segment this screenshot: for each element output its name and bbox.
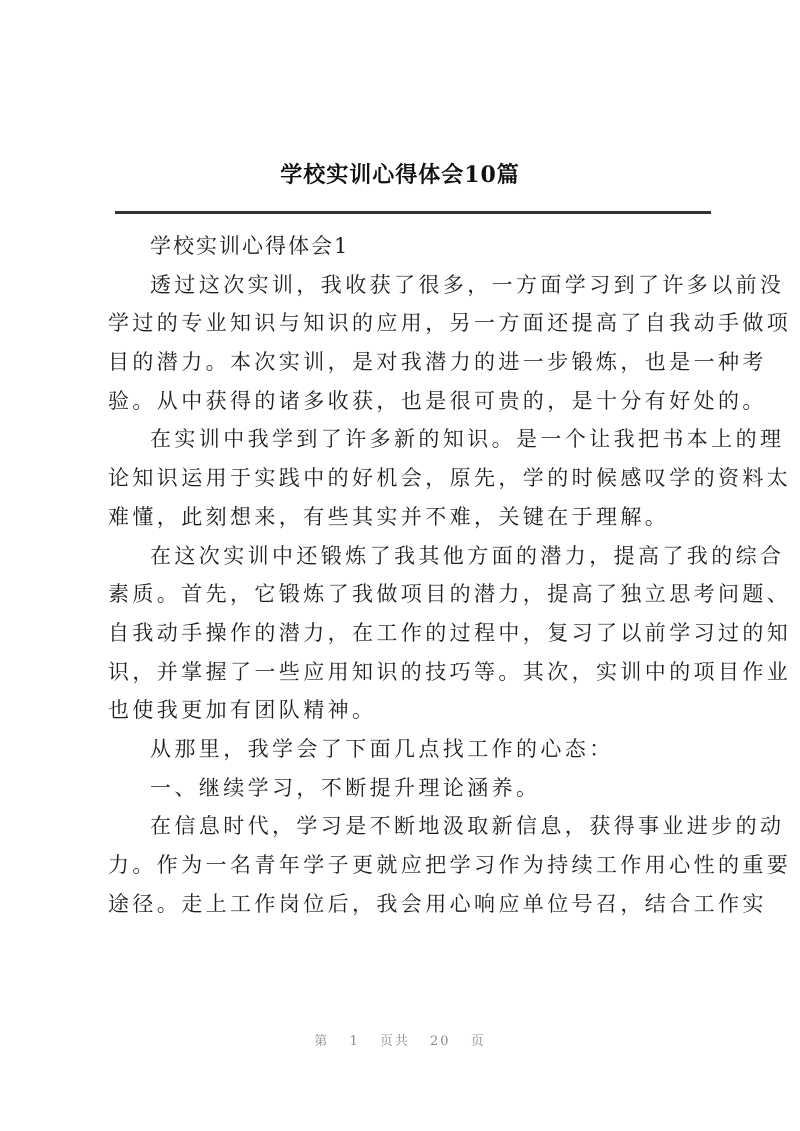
paragraph-line: 透过这次实训，我收获了很多，一方面学习到了许多以前没: [150, 272, 785, 297]
paragraph-line: 目的潜力。本次实训，是对我潜力的进一步锻炼，也是一种考: [108, 350, 767, 375]
paragraph-line: 也使我更加有团队精神。: [108, 698, 377, 723]
footer-mid: 页共: [379, 1034, 410, 1049]
paragraph-line: 素质。首先，它锻炼了我做项目的潜力，提高了独立思考问题、: [108, 582, 792, 607]
subheading-line: 一、继续学习，不断提升理论涵养。: [150, 775, 541, 800]
paragraph-line: 自我动手操作的潜力，在工作的过程中，复习了以前学习过的知: [108, 620, 792, 645]
paragraph-line: 从那里，我学会了下面几点找工作的心态：: [150, 736, 614, 761]
document-body: [108, 227, 792, 923]
document-title: 学校实训心得体会10篇: [280, 162, 520, 188]
page-footer: [0, 1030, 800, 1049]
title-divider: [115, 211, 711, 214]
paragraph-line: 识，并掌握了一些应用知识的技巧等。其次，实训中的项目作业: [108, 659, 792, 684]
paragraph-line: 在信息时代，学习是不断地汲取新信息，获得事业进步的动: [150, 814, 785, 839]
paragraph-line: 验。从中获得的诸多收获，也是很可贵的，是十分有好处的。: [108, 388, 767, 413]
footer-prefix: 第: [314, 1034, 330, 1049]
paragraph-line: 学过的专业知识与知识的应用，另一方面还提高了自我动手做项: [108, 311, 792, 336]
paragraph-line: 难懂，此刻想来，有些其实并不难，关键在于理解。: [108, 504, 670, 529]
paragraph-line: 在实训中我学到了许多新的知识。是一个让我把书本上的理: [150, 427, 785, 452]
paragraph-line: 在这次实训中还锻炼了我其他方面的潜力，提高了我的综合: [150, 543, 785, 568]
paragraph-line: 论知识运用于实践中的好机会，原先，学的时候感叹学的资料太: [108, 466, 792, 491]
total-pages: 20: [430, 1034, 451, 1049]
section-heading: 学校实训心得体会1: [150, 234, 350, 258]
paragraph-line: 途径。走上工作岗位后，我会用心响应单位号召，结合工作实: [108, 891, 767, 916]
footer-suffix: 页: [470, 1034, 486, 1049]
current-page-number: 1: [349, 1034, 360, 1049]
paragraph-line: 力。作为一名青年学子更就应把学习作为持续工作用心性的重要: [108, 853, 792, 877]
